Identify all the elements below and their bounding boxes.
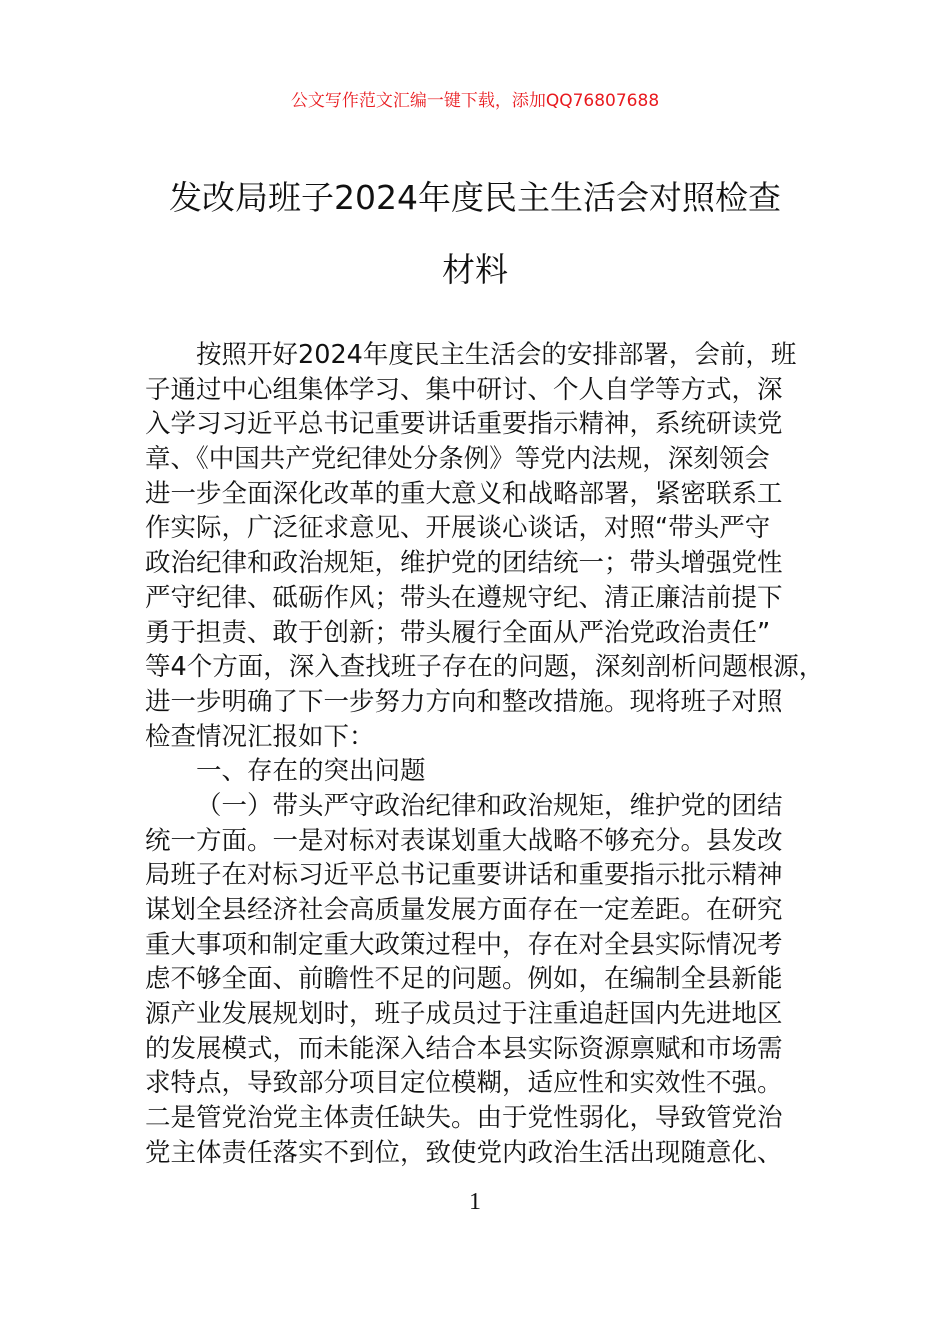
body-text-line: 虑不够全面、前瞻性不足的问题。例如，在编制全县新能 xyxy=(145,964,783,995)
body-text-line: 二是管党治党主体责任缺失。由于党性弱化，导致管党治 xyxy=(145,1103,783,1134)
body-text-line: 进一步明确了下一步努力方向和整改措施。现将班子对照 xyxy=(145,686,783,717)
body-text-line: 局班子在对标习近平总书记重要讲话和重要指示批示精神 xyxy=(145,860,783,891)
body-text-line: 政治纪律和政治规矩，维护党的团结统一；带头增强党性 xyxy=(145,548,783,579)
body-text-line: 源产业发展规划时，班子成员过于注重追赶国内先进地区 xyxy=(145,999,783,1030)
body-text-line: 一、存在的突出问题 xyxy=(196,756,426,787)
body-text-line: 作实际，广泛征求意见、开展谈心谈话，对照“带头严守 xyxy=(145,513,771,544)
body-text-line: （一）带头严守政治纪律和政治规矩，维护党的团结 xyxy=(196,790,783,821)
body-text-line: 检查情况汇报如下： xyxy=(145,721,375,752)
body-text-line: 章、《中国共产党纪律处分条例》等党内法规，深刻领会 xyxy=(145,444,770,475)
page-number: 1 xyxy=(469,1189,481,1215)
body-text-line: 谋划全县经济社会高质量发展方面存在一定差距。在研究 xyxy=(145,895,783,925)
body-text-line: 进一步全面深化改革的重大意义和战略部署，紧密联系工 xyxy=(145,478,783,509)
document-title-line-1: 发改局班子2024年度民主生活会对照检查 xyxy=(169,178,781,217)
body-text-line: 等4个方面，深入查找班子存在的问题，深刻剖析问题根源， xyxy=(145,652,825,683)
body-text-line: 严守纪律、砥砺作风；带头在遵规守纪、清正廉洁前提下 xyxy=(145,582,783,613)
body-text-line: 求特点，导致部分项目定位模糊，适应性和实效性不强。 xyxy=(145,1068,783,1099)
document-title-line-2: 材料 xyxy=(442,250,508,289)
body-text-line: 勇于担责、敢于创新；带头履行全面从严治党政治责任” xyxy=(145,617,771,648)
body-text-line: 党主体责任落实不到位，致使党内政治生活出现随意化、 xyxy=(145,1137,783,1168)
watermark-banner: 公文写作范文汇编一键下载，添加QQ76807688 xyxy=(290,91,660,111)
body-text-line: 子通过中心组集体学习、集中研讨、个人自学等方式，深 xyxy=(145,374,783,405)
body-text-line: 的发展模式，而未能深入结合本县实际资源禀赋和市场需 xyxy=(145,1033,783,1064)
body-text-line: 入学习习近平总书记重要讲话重要指示精神，系统研读党 xyxy=(145,409,783,440)
body-text-line: 按照开好2024年度民主生活会的安排部署，会前，班 xyxy=(196,340,797,370)
body-text-line: 重大事项和制定重大政策过程中，存在对全县实际情况考 xyxy=(145,929,783,960)
document-body xyxy=(145,338,845,1171)
body-text-line: 统一方面。一是对标对表谋划重大战略不够充分。县发改 xyxy=(145,825,783,856)
